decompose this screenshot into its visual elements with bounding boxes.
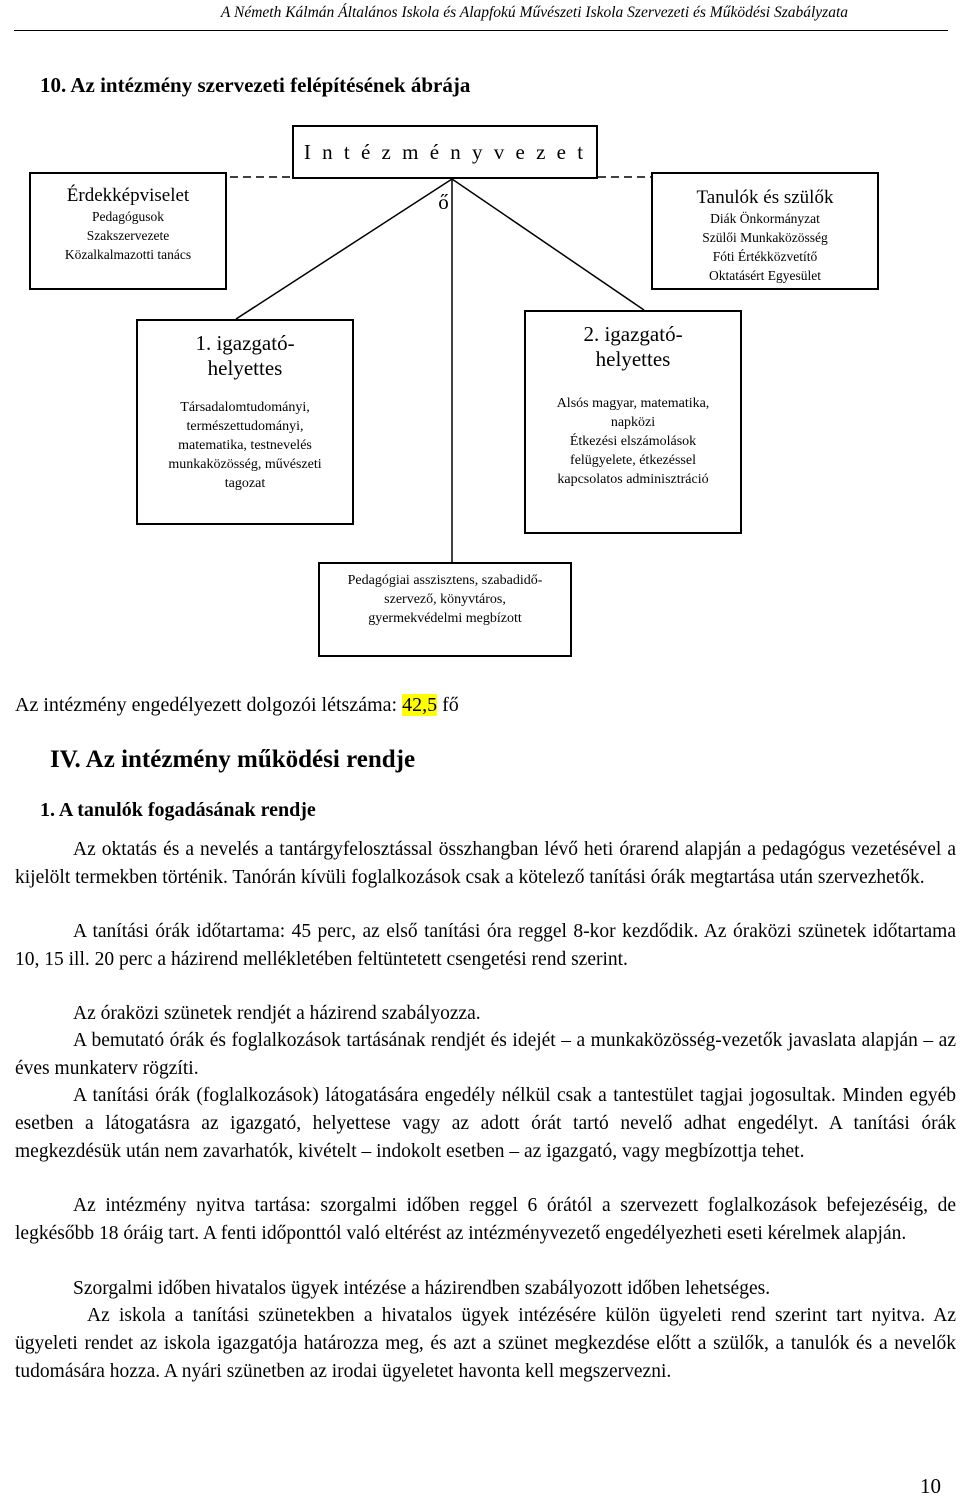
students-parents-line: Oktatásért Egyesület (708, 268, 822, 283)
body-paragraph: Az óraközi szünetek rendjét a házirend szabályozza. (73, 1003, 481, 1024)
interest-line: Közalkalmazotti tanács (64, 247, 192, 262)
support-staff-line: gyermekvédelmi megbízott (368, 611, 522, 626)
staff-count-label: Az intézmény engedélyezett dolgozói létszáma: (15, 694, 403, 716)
deputy-2-line: napközi (610, 415, 656, 430)
students-parents-title: Tanulók és szülők (696, 187, 834, 208)
deputy-1-line: tagozat (224, 476, 266, 491)
deputy-1-title: 1. igazgató- (195, 331, 295, 355)
support-staff-box (318, 562, 572, 657)
running-header: A Németh Kálmán Általános Iskola és Alapfokú Művészeti Iskola Szervezeti és Működési Szabályzata (220, 4, 848, 21)
deputy-2-line: felügyelete, étkezéssel (570, 453, 696, 468)
deputy-2-line: Étkezési elszámolások (569, 434, 697, 449)
institution-head-box (292, 125, 598, 214)
body-paragraph: Az iskola a tanítási szünetekben a hivatalos ügyek intézésére külön ügyeleti rend szerint tart nyitva. Az ügyeleti rendet az iskola igazgatója határozza meg, és azt a szünet megkezdése előtt a szülők, a tanulók és a nevelők tudomására hozza. A nyári szünetben az irodai ügyeletet havonta kell megszervezni. (15, 1305, 956, 1382)
students-parents-line: Diák Önkormányzat (710, 211, 820, 226)
support-staff-line: szervező, könyvtáros, (384, 592, 506, 607)
connector-head-deputy1 (236, 179, 452, 319)
students-parents-box (651, 172, 879, 290)
staff-count-unit: fő (437, 694, 459, 716)
body-paragraph: Az oktatás és a nevelés a tantárgyfelosztással összhangban lévő heti órarend alapján a pedagógus vezetésével a kijelölt termekben történik. Tanórán kívüli foglalkozások csak a kötelező tanítási órák megtartása után szervezhetők. (15, 839, 956, 888)
section-heading: 10. Az intézmény szervezeti felépítésének ábrája (40, 73, 471, 97)
students-parents-line: Szülői Munkaközösség (702, 230, 828, 245)
deputy-2-title: helyettes (595, 347, 671, 371)
body-paragraph: A tanítási órák időtartama: 45 perc, az első tanítási óra reggel 8-kor kezdődik. Az óraközi szünetek időtartama 10, 15 ill. 20 perc a házirend mellékletében feltüntetett csengetési rend szerint. (15, 921, 956, 970)
deputy-2-title: 2. igazgató- (583, 322, 683, 346)
body-paragraph: Az intézmény nyitva tartása: szorgalmi időben reggel 6 órától a szervezett foglalkozások befejezéséig, de legkésőbb 18 óráig tart. A fenti időponttól való eltérést az intézményvezető engedélyezheti eseti kérelmek alapján. (15, 1195, 956, 1244)
deputy-1-box (136, 319, 354, 525)
interest-representation-title: Érdekképviselet (66, 185, 190, 206)
page-number: 10 (920, 1474, 941, 1498)
connector-head-deputy2 (452, 179, 644, 310)
support-staff-line: Pedagógiai asszisztens, szabadidő- (347, 573, 543, 588)
staff-count-line (15, 694, 459, 717)
interest-line: Szakszervezete (86, 228, 170, 243)
institution-head-label: I n t é z m é n y v e z e t ő (303, 140, 587, 214)
deputy-1-line: matematika, testnevelés (178, 438, 312, 453)
deputy-1-line: munkaközösség, művészeti (168, 457, 322, 472)
deputy-2-line: kapcsolatos adminisztráció (557, 472, 709, 487)
body-paragraph: A bemutató órák és foglalkozások tartásának rendjét és idejét – a munkaközösség-vezetők javaslata alapján – az éves munkaterv rögzíti. (15, 1030, 956, 1079)
deputy-1-line: Társadalomtudományi, (180, 400, 310, 415)
body-paragraph: Szorgalmi időben hivatalos ügyek intézése a házirendben szabályozott időben lehetséges. (73, 1278, 771, 1299)
interest-representation-box (29, 172, 227, 290)
chapter-heading: IV. Az intézmény működési rendje (50, 746, 416, 773)
students-parents-line: Fóti Értékközvetítő (712, 249, 818, 264)
interest-line: Pedagógusok (92, 209, 164, 224)
body-paragraph: A tanítási órák (foglalkozások) látogatására engedély nélkül csak a tantestület tagjai jogosultak. Minden egyéb esetben a látogatásra az igazgató, helyettese vagy az adott órát tartó nevelő adhat engedélyt. A tanítási órák megkezdésük után nem zavarhatók, kivételt – indokolt esetben – az igazgató, vagy megbízottja tehet. (15, 1085, 956, 1162)
deputy-1-line: természettudományi, (186, 419, 304, 434)
deputy-1-title: helyettes (207, 356, 283, 380)
deputy-2-box (524, 310, 742, 534)
deputy-2-line: Alsós magyar, matematika, (556, 396, 710, 411)
staff-count-value: 42,5 (402, 694, 438, 716)
subsection-heading: 1. A tanulók fogadásának rendje (40, 799, 316, 821)
